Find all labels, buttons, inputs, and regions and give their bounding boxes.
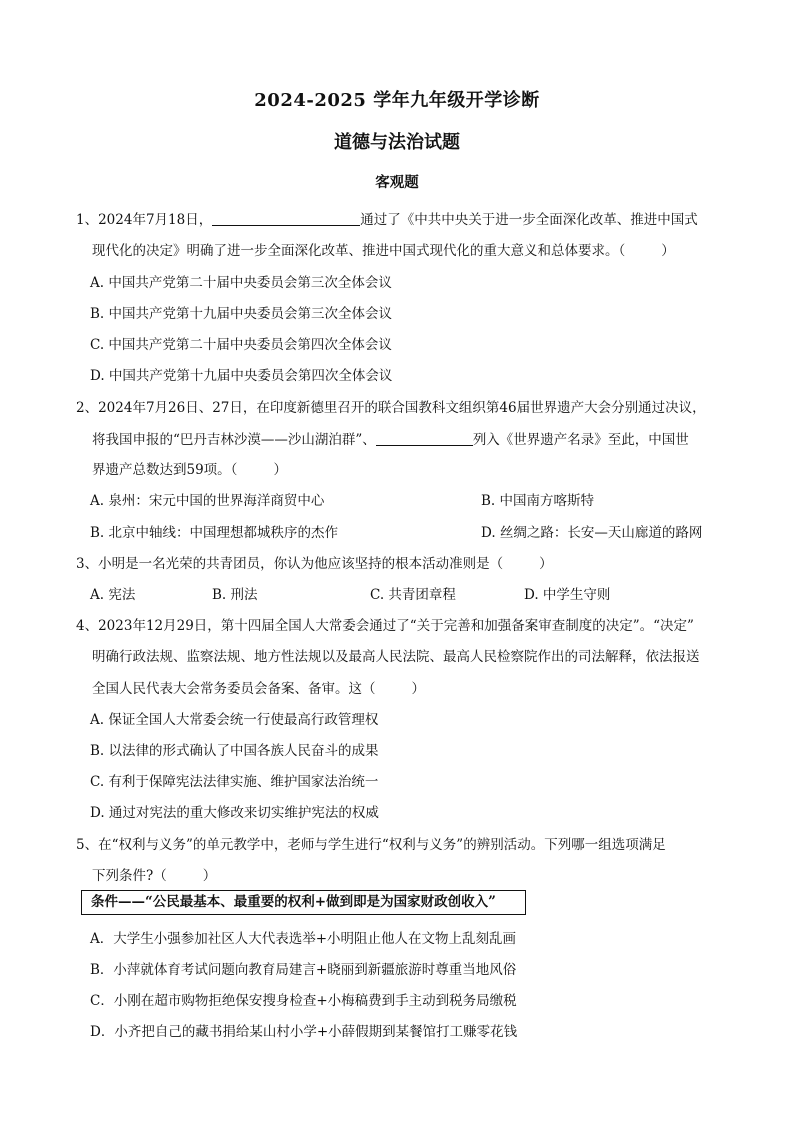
question-1-text: 1、2024年7月18日， (76, 212, 213, 228)
question-1-text: 通过了《中共中央关于进一步全面深化改革、推进中国式 (360, 212, 698, 228)
close-paren: ） (202, 868, 217, 884)
question-4-text: 全国人民代表大会常务委员会备案、备审。这（ (92, 681, 376, 697)
close-paren: ） (661, 243, 675, 259)
question-1-option-b: B. 中国共产党第十九届中央委员会第三次全体会议 (90, 306, 393, 322)
question-1-option-d: D. 中国共产党第十九届中央委员会第四次全体会议 (90, 368, 393, 384)
question-5-option-b: B．小萍就体育考试问题向教育局建言+晓丽到新疆旅游时尊重当地风俗 (90, 962, 517, 978)
question-4-line-1: 4、2023年12月29日，第十四届全国人大常委会通过了“关于完善和加强备案审查制度的决定”。“决定” (76, 618, 694, 634)
exam-subtitle: 道德与法治试题 (334, 132, 460, 153)
question-4-option-d: D. 通过对宪法的重大修改来切实维护宪法的权威 (90, 805, 379, 821)
question-1-line-2 (92, 239, 675, 259)
section-heading: 客观题 (375, 174, 419, 191)
question-3-option-c: C. 共青团章程 (370, 587, 456, 603)
question-2-option-d: D. 丝绸之路：长安—天山廊道的路网 (481, 525, 703, 541)
question-4-option-b: B. 以法律的形式确认了中国各族人民奋斗的成果 (90, 743, 379, 759)
question-1-line-1 (76, 208, 698, 228)
answer-blank (376, 431, 473, 446)
question-2-option-c: B. 北京中轴线：中国理想都城秩序的杰作 (90, 525, 339, 541)
question-3-option-a: A. 宪法 (90, 587, 136, 603)
question-1-option-c: C. 中国共产党第二十届中央委员会第四次全体会议 (90, 337, 392, 353)
question-4-option-a: A. 保证全国人大常委会统一行使最高行政管理权 (90, 712, 379, 728)
question-2-line-1: 2、2024年7月26日、27日，在印度新德里召开的联合国教科文组织第46届世界遗产大会分别通过决议， (76, 400, 706, 416)
question-2-text: 列入《世界遗产名录》至此，中国世 (472, 432, 689, 448)
question-5-line-2 (92, 864, 216, 884)
question-5-option-a: A．大学生小强参加社区人大代表选举+小明阻止他人在文物上乱刻乱画 (90, 931, 517, 947)
close-paren: ） (411, 681, 425, 697)
question-5-option-d: D．小齐把自己的藏书捐给某山村小学+小薛假期到某餐馆打工赚零花钱 (90, 1024, 518, 1040)
question-2-option-b: B. 中国南方喀斯特 (481, 493, 595, 509)
question-2-text: 将我国申报的“巴丹吉林沙漠——沙山湖泊群”、 (92, 432, 376, 448)
question-5-text: 下列条件?（ (92, 868, 167, 884)
question-2-line-3 (92, 458, 287, 478)
close-paren: ） (273, 462, 287, 478)
question-5-option-c: C．小刚在超市购物拒绝保安搜身检查+小梅稿费到手主动到税务局缴税 (90, 993, 517, 1009)
answer-blank (212, 211, 360, 226)
question-1-text: 现代化的决定》明确了进一步全面深化改革、推进中国式现代化的重大意义和总体要求。（ (92, 243, 626, 259)
question-4-line-3 (92, 677, 425, 697)
exam-title: 2024-2025 学年九年级开学诊断 (254, 90, 540, 111)
question-1-option-a: A. 中国共产党第二十届中央委员会第三次全体会议 (90, 275, 392, 291)
question-2-text: 界遗产总数达到59项。（ (92, 462, 238, 478)
question-3-option-d: D. 中学生守则 (524, 587, 611, 603)
question-4-option-c: C. 有利于保障宪法法律实施、维护国家法治统一 (90, 774, 379, 790)
question-3-line-1 (76, 552, 553, 572)
question-2-line-2 (92, 428, 689, 448)
question-3-text: 3、小明是一名光荣的共青团员，你认为他应该坚持的根本活动准则是（ (76, 556, 504, 572)
question-4-line-2: 明确行政法规、监察法规、地方性法规以及最高人民法院、最高人民检察院作出的司法解释，依法报送 (92, 649, 700, 665)
question-2-option-a: A. 泉州：宋元中国的世界海洋商贸中心 (90, 493, 325, 509)
question-5-line-1: 5、在“权利与义务”的单元教学中，老师与学生进行“权利与义务”的辨别活动。下列哪一组选项满足 (76, 837, 666, 853)
close-paren: ） (539, 556, 553, 572)
condition-box: 条件——“公民最基本、最重要的权利+做到即是为国家财政创收入” (81, 890, 526, 915)
question-3-option-b: B. 刑法 (212, 587, 258, 603)
